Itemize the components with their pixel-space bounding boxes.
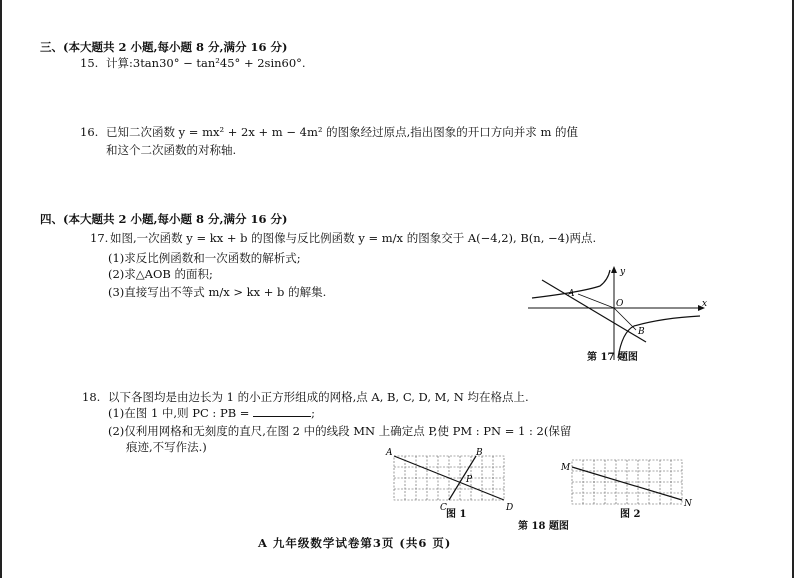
linear-function-line — [542, 280, 646, 342]
label-a-fig1: A — [386, 448, 393, 458]
page-footer: A 九年级数学试卷第3页 (共6 页) — [258, 536, 452, 550]
q17-figure — [522, 262, 712, 362]
label-m-fig2: M — [561, 463, 571, 473]
segment-oa — [578, 294, 614, 308]
q16-line1: 已知二次函数 y = mx² + 2x + m − 4m² 的图象经过原点,指出图象的开口方向并求 m 的值 — [106, 125, 579, 139]
q16-line2: 和这个二次函数的对称轴. — [106, 143, 237, 157]
q18-part1-suffix: ; — [311, 406, 315, 420]
label-c-fig1: C — [440, 503, 447, 513]
figure-2-grid — [572, 460, 682, 504]
q17-part2: (2)求△AOB 的面积; — [108, 267, 213, 281]
label-y: y — [620, 267, 626, 277]
q18-number: 18. — [82, 390, 101, 404]
label-a: A — [568, 289, 575, 299]
segment-ad — [394, 456, 504, 500]
q18-part2-line1: (2)仅利用网格和无刻度的直尺,在图 2 中的线段 MN 上确定点 P,使 PM : PN = 1 : 2(保留 — [108, 424, 572, 438]
q15-number: 15. — [80, 56, 99, 70]
q16-number: 16. — [80, 125, 99, 139]
label-n-fig2: N — [684, 499, 692, 509]
q18-figure-2 — [558, 452, 698, 514]
q18-part1 — [108, 406, 315, 420]
q18-figures-caption: 第 18 题图 — [518, 521, 569, 532]
q17-number: 17. — [90, 231, 109, 245]
label-b-fig1: B — [476, 448, 483, 458]
section-4-heading: 四、(本大题共 2 小题,每小题 8 分,满分 16 分) — [40, 212, 288, 226]
q17-intro: 如图,一次函数 y = kx + b 的图像与反比例函数 y = m/x 的图象交于 A(−4,2), B(n, −4)两点. — [110, 231, 597, 245]
label-x: x — [702, 299, 708, 309]
section-3-heading: 三、(本大题共 2 小题,每小题 8 分,满分 16 分) — [40, 40, 288, 54]
q18-answer-blank[interactable] — [253, 406, 311, 417]
q18-part1-prefix: (1)在图 1 中,则 PC : PB = — [108, 406, 250, 420]
q17-part3: (3)直接写出不等式 m/x > kx + b 的解集. — [108, 285, 327, 299]
label-b: B — [638, 327, 645, 337]
q18-figure-2-caption: 图 2 — [620, 509, 641, 520]
segment-ob — [614, 308, 636, 330]
q18-part2-line2: 痕迹,不写作法.) — [126, 440, 207, 454]
label-p-fig1: P — [466, 475, 473, 485]
q18-intro: 以下各图均是由边长为 1 的小正方形组成的网格,点 A, B, C, D, M, N 均在格点上. — [108, 390, 529, 404]
label-d-fig1: D — [506, 503, 514, 513]
q17-figure-caption: 第 17 题图 — [587, 352, 638, 363]
q15-text: 计算:3tan30° − tan²45° + 2sin60°. — [106, 56, 306, 70]
label-origin: O — [616, 299, 624, 309]
y-axis-arrow-icon — [611, 266, 617, 273]
q17-part1: (1)求反比例函数和一次函数的解析式; — [108, 251, 301, 265]
q18-figure-1-caption: 图 1 — [446, 509, 467, 520]
